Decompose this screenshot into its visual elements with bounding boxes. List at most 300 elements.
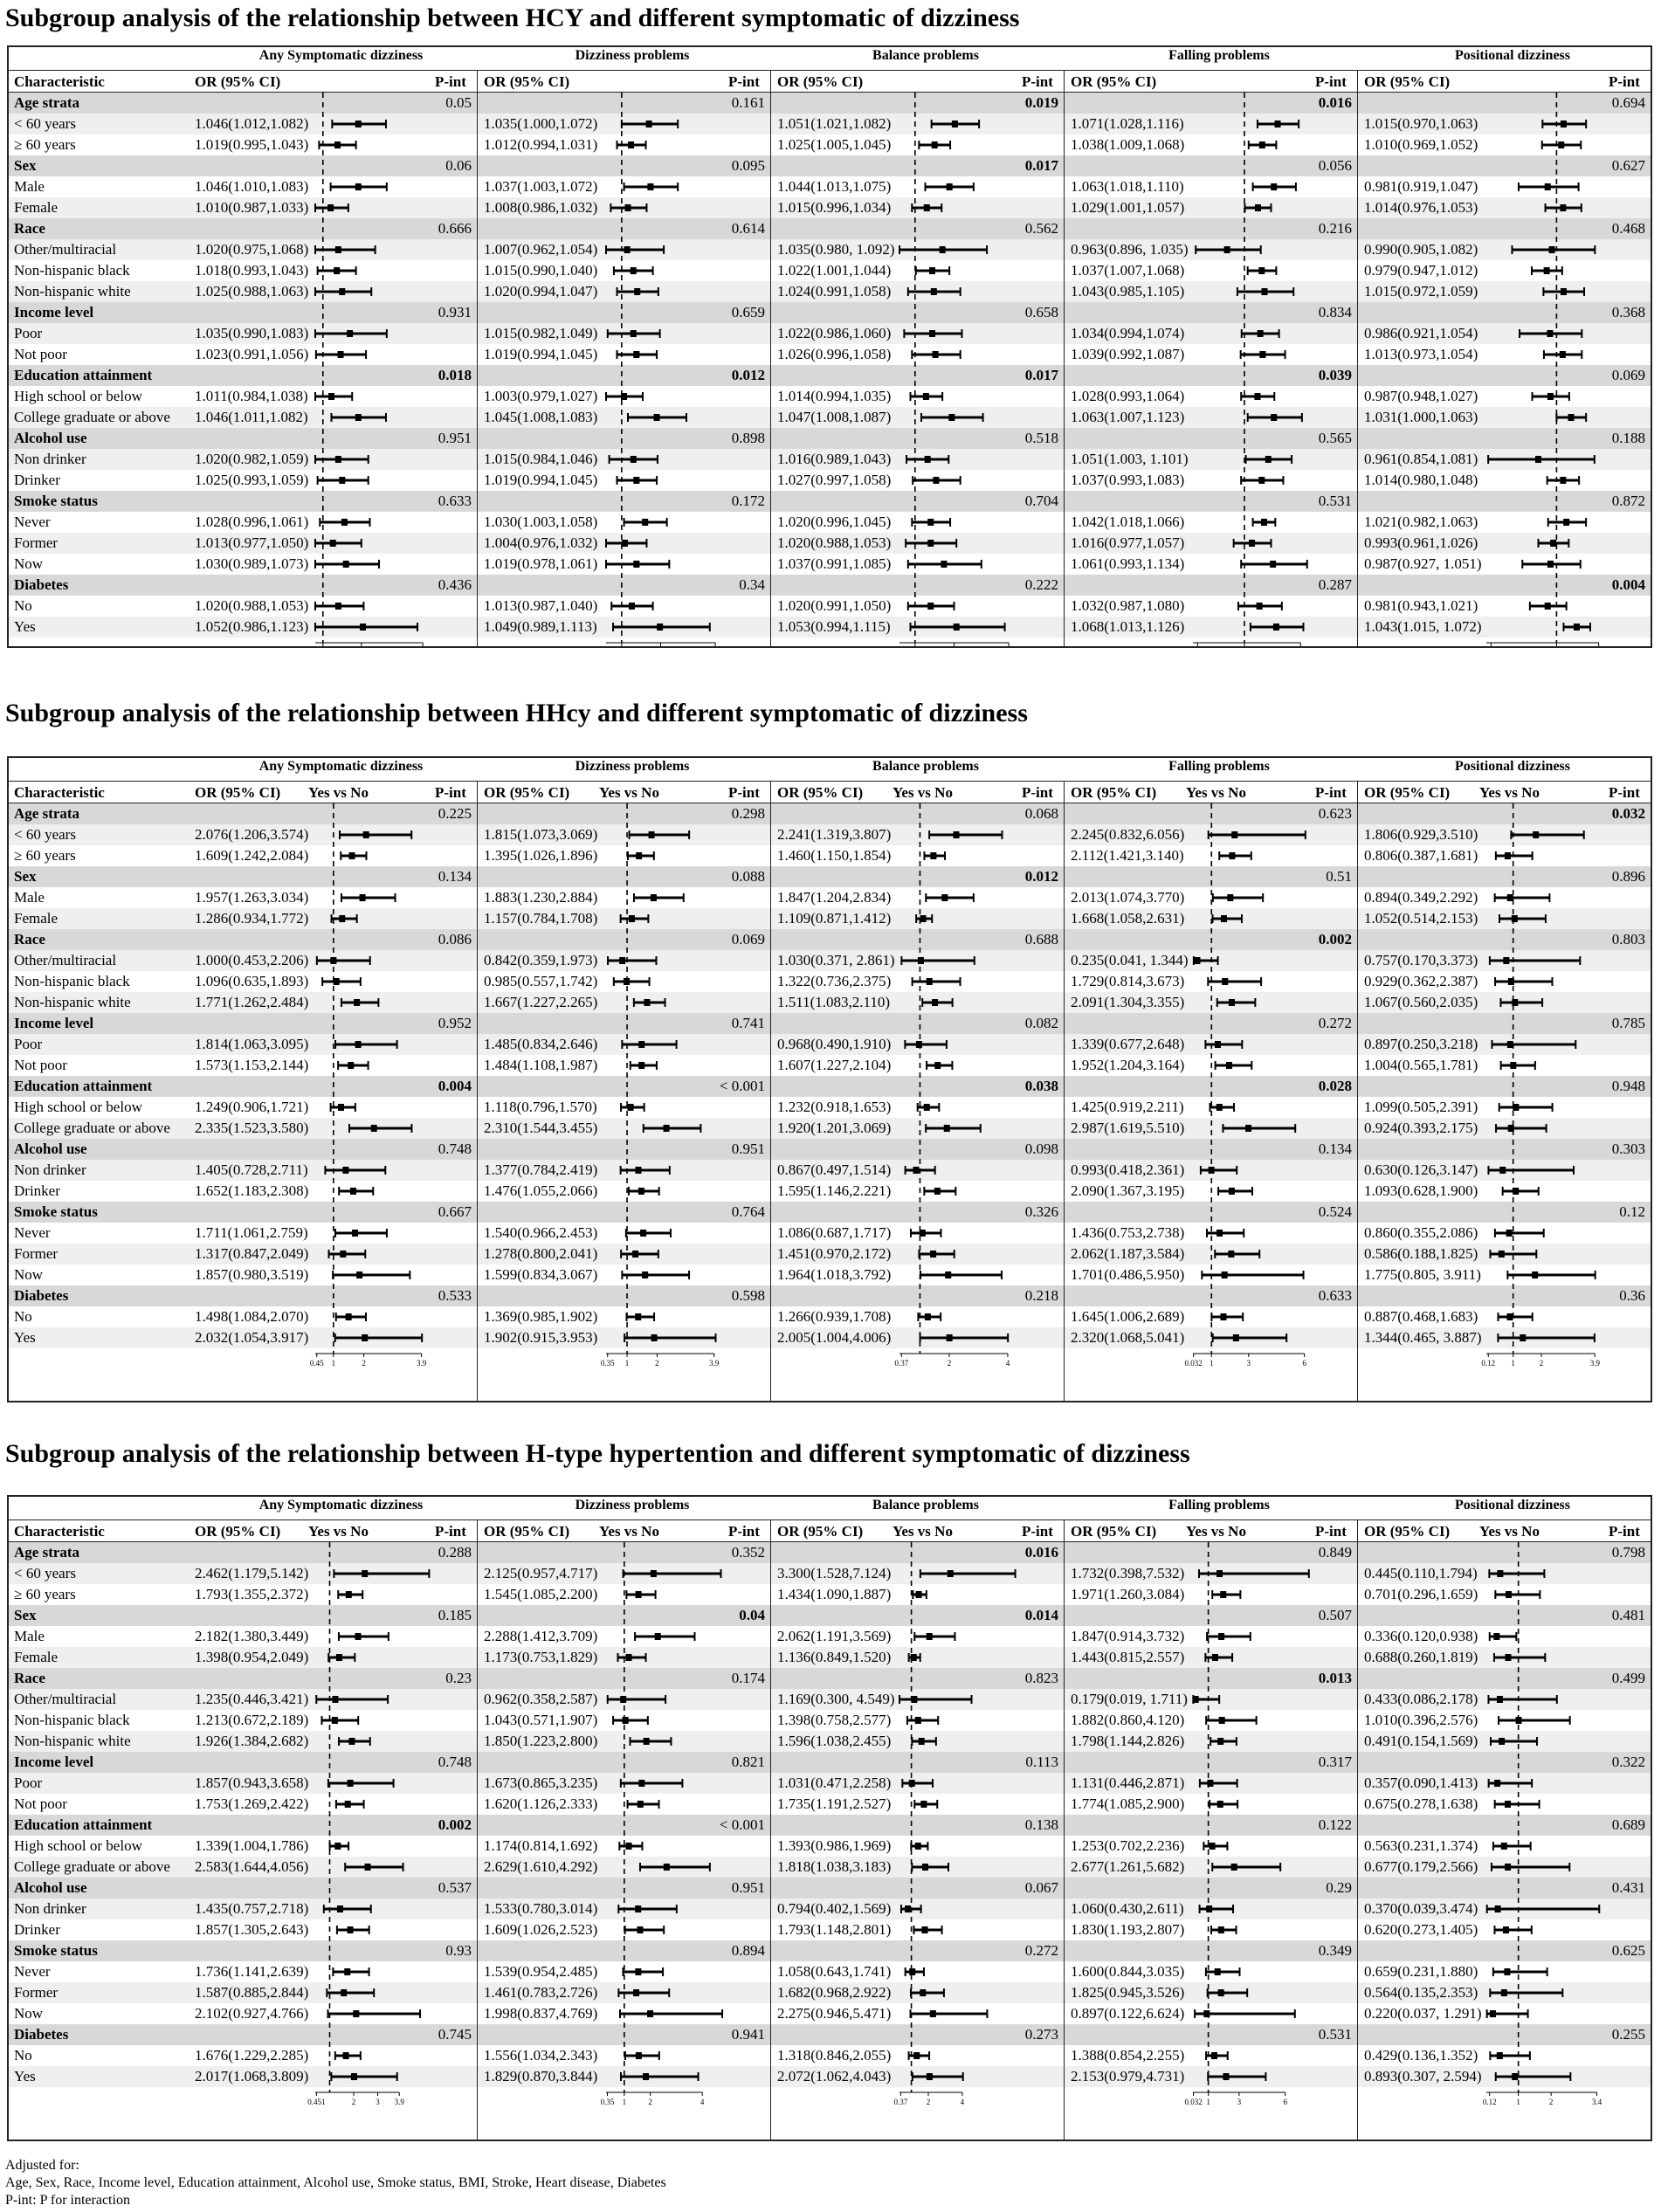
pint-value: 0.507 xyxy=(1318,1607,1352,1623)
pint-value: 0.004 xyxy=(438,1078,472,1094)
pint-value: 0.941 xyxy=(731,2026,765,2043)
subgroup-label: ≥ 60 years xyxy=(14,136,76,153)
pint-value: 0.623 xyxy=(1318,805,1352,822)
header-or-ci: OR (95% CI) xyxy=(1364,784,1451,801)
footnote-pint-note: P-int: P for interaction xyxy=(5,2193,130,2208)
or-ci-text: 1.020(0.991,1.050) xyxy=(777,597,892,614)
axis-tick-label: 3 xyxy=(1246,1359,1251,1368)
or-ci-text: 2.583(1.644,4.056) xyxy=(195,1858,309,1875)
subgroup-label: Female xyxy=(14,910,59,927)
subgroup-label: Former xyxy=(14,1245,59,1262)
subgroup-label: Not poor xyxy=(14,1795,67,1812)
pint-value: 0.018 xyxy=(438,367,472,383)
or-ci-text: 1.003(0.979,1.027) xyxy=(484,388,598,404)
or-ci-text: 1.015(0.996,1.034) xyxy=(777,199,892,216)
point-estimate xyxy=(1503,1926,1509,1933)
or-ci-text: 0.630(0.126,3.147) xyxy=(1364,1161,1478,1178)
or-ci-text: 1.711(1.061,2.759) xyxy=(195,1224,308,1241)
point-estimate xyxy=(1223,2073,1229,2080)
header-yes-vs-no: Yes vs No xyxy=(599,1523,659,1540)
point-estimate xyxy=(919,1738,925,1745)
pint-value: 0.951 xyxy=(438,430,472,446)
or-ci-text: 1.157(0.784,1.708) xyxy=(484,910,598,927)
point-estimate xyxy=(1558,141,1564,148)
point-estimate xyxy=(1560,477,1566,484)
point-estimate xyxy=(1207,1780,1213,1787)
point-estimate xyxy=(636,1591,642,1598)
point-estimate xyxy=(1549,246,1555,253)
pint-value: 0.898 xyxy=(731,430,765,446)
or-ci-text: 2.062(1.187,3.584) xyxy=(1071,1245,1185,1262)
subgroup-label: Non-hispanic white xyxy=(14,283,131,300)
or-ci-text: 0.701(0.296,1.659) xyxy=(1364,1586,1478,1602)
or-ci-text: 1.232(0.918,1.653) xyxy=(777,1099,892,1115)
point-estimate xyxy=(911,1696,917,1703)
point-estimate xyxy=(1193,1696,1199,1703)
point-estimate xyxy=(355,121,362,127)
point-estimate xyxy=(625,204,631,211)
subgroup-label: Yes xyxy=(14,2068,36,2085)
header-or-ci: OR (95% CI) xyxy=(777,1523,864,1540)
footnote-adjusted-label: Adjusted for: xyxy=(5,2158,79,2173)
or-ci-text: 1.395(1.026,1.896) xyxy=(484,847,598,864)
pint-value: 0.764 xyxy=(731,1203,765,1220)
or-ci-text: 1.436(0.753,2.738) xyxy=(1071,1224,1185,1241)
subgroup-category: Income level xyxy=(14,1015,94,1031)
or-ci-text: 1.042(1.018,1.066) xyxy=(1071,513,1185,530)
point-estimate xyxy=(341,519,348,526)
point-estimate xyxy=(623,1717,629,1724)
point-estimate xyxy=(934,1062,941,1069)
pint-value: 0.748 xyxy=(438,1754,472,1770)
subgroup-label: Never xyxy=(14,513,51,530)
or-ci-text: 2.062(1.191,3.569) xyxy=(777,1628,892,1644)
subgroup-label: ≥ 60 years xyxy=(14,1586,76,1602)
or-ci-text: 1.037(1.007,1.068) xyxy=(1071,262,1185,279)
or-ci-text: 1.068(1.013,1.126) xyxy=(1071,618,1185,635)
point-estimate xyxy=(1255,204,1261,211)
header-pint: P-int xyxy=(728,1523,760,1540)
point-estimate xyxy=(1506,1591,1512,1598)
pint-value: 0.082 xyxy=(1024,1015,1058,1031)
pint-value: 0.951 xyxy=(731,1140,765,1157)
or-ci-text: 0.794(0.402,1.569) xyxy=(777,1900,892,1917)
or-ci-text: 0.563(0.231,1.374) xyxy=(1364,1837,1478,1854)
point-estimate xyxy=(360,894,366,901)
or-ci-text: 2.275(0.946,5.471) xyxy=(777,2005,892,2022)
or-ci-text: 1.735(1.191,2.527) xyxy=(777,1795,892,1812)
point-estimate xyxy=(915,1843,921,1850)
point-estimate xyxy=(1227,894,1233,901)
or-ci-text: 1.652(1.183,2.308) xyxy=(195,1182,309,1199)
or-ci-text: 1.067(0.560,2.035) xyxy=(1364,994,1478,1010)
point-estimate xyxy=(655,1633,661,1640)
point-estimate xyxy=(360,624,366,631)
subgroup-label: < 60 years xyxy=(14,1565,76,1581)
subgroup-label: Non drinker xyxy=(14,1900,86,1917)
pint-value: 0.533 xyxy=(438,1287,472,1304)
forest-plot-svg xyxy=(9,1497,1651,2141)
point-estimate xyxy=(1258,477,1265,484)
subgroup-label: High school or below xyxy=(14,1837,142,1854)
point-estimate xyxy=(664,1864,670,1871)
subgroup-label: No xyxy=(14,597,32,614)
axis-tick-label: 0.032 xyxy=(1184,2098,1203,2106)
pint-value: 0.272 xyxy=(1318,1015,1352,1031)
or-ci-text: 2.153(0.979,4.731) xyxy=(1071,2068,1185,2085)
or-ci-text: 1.031(1.000,1.063) xyxy=(1364,409,1478,425)
point-estimate xyxy=(633,477,639,484)
point-estimate xyxy=(1490,2010,1496,2017)
or-ci-text: 1.051(1.003, 1.101) xyxy=(1071,451,1189,467)
or-ci-text: 1.676(1.229,2.285) xyxy=(195,2047,309,2064)
point-estimate xyxy=(948,414,955,421)
point-estimate xyxy=(1209,1167,1215,1174)
point-estimate xyxy=(1218,1926,1224,1933)
subgroup-label: Poor xyxy=(14,1036,43,1052)
or-ci-text: 2.091(1.304,3.355) xyxy=(1071,994,1185,1010)
subgroup-label: Non-hispanic black xyxy=(14,973,130,989)
header-or-ci: OR (95% CI) xyxy=(1071,1523,1157,1540)
point-estimate xyxy=(633,351,639,358)
point-estimate xyxy=(944,1125,950,1132)
point-estimate xyxy=(1505,1801,1511,1808)
point-estimate xyxy=(635,1313,641,1320)
or-ci-text: 2.335(1.523,3.580) xyxy=(195,1120,309,1136)
point-estimate xyxy=(1563,519,1569,526)
or-ci-text: 0.968(0.490,1.910) xyxy=(777,1036,892,1052)
or-ci-text: 1.806(0.929,3.510) xyxy=(1364,826,1478,843)
pint-value: 0.06 xyxy=(445,157,472,174)
subgroup-label: Yes xyxy=(14,1329,36,1346)
point-estimate xyxy=(330,540,336,547)
point-estimate xyxy=(354,999,360,1006)
subgroup-category: Race xyxy=(14,931,45,948)
point-estimate xyxy=(1206,1905,1212,1912)
point-estimate xyxy=(1513,1104,1519,1111)
point-estimate xyxy=(342,1167,348,1174)
point-estimate xyxy=(362,1570,368,1577)
header-characteristic: Characteristic xyxy=(14,1523,105,1540)
point-estimate xyxy=(628,141,634,148)
subgroup-label: < 60 years xyxy=(14,826,76,843)
subgroup-category: Race xyxy=(14,1670,45,1686)
or-ci-text: 1.434(1.090,1.887) xyxy=(777,1586,892,1602)
or-ci-text: 1.902(0.915,3.953) xyxy=(484,1329,598,1346)
or-ci-text: 1.484(1.108,1.987) xyxy=(484,1057,598,1073)
subgroup-category: Sex xyxy=(14,1607,37,1623)
pint-value: 0.038 xyxy=(1024,1078,1058,1094)
point-estimate xyxy=(1257,603,1263,610)
or-ci-text: 0.677(0.179,2.566) xyxy=(1364,1858,1478,1875)
point-estimate xyxy=(651,894,657,901)
point-estimate xyxy=(330,957,336,964)
or-ci-text: 2.017(1.068,3.809) xyxy=(195,2068,309,2085)
point-estimate xyxy=(1495,1905,1501,1912)
point-estimate xyxy=(1262,288,1268,295)
point-estimate xyxy=(1217,1738,1223,1745)
axis-tick-label: 4 xyxy=(1005,1359,1010,1368)
pint-value: 0.36 xyxy=(1619,1287,1645,1304)
point-estimate xyxy=(1561,288,1567,295)
subgroup-category: Sex xyxy=(14,868,37,885)
or-ci-text: 0.235(0.041, 1.344) xyxy=(1071,952,1189,968)
pint-value: 0.322 xyxy=(1611,1754,1645,1770)
point-estimate xyxy=(629,915,635,922)
or-ci-text: 1.736(1.141,2.639) xyxy=(195,1963,309,1980)
point-estimate xyxy=(1258,267,1265,274)
point-estimate xyxy=(635,1905,641,1912)
point-estimate xyxy=(1560,204,1566,211)
point-estimate xyxy=(934,1188,941,1195)
point-estimate xyxy=(654,414,660,421)
point-estimate xyxy=(365,1864,371,1871)
header-pint: P-int xyxy=(435,73,466,90)
or-ci-text: 1.018(0.993,1.043) xyxy=(195,262,309,279)
figure-title: Subgroup analysis of the relationship between HHcy and different symptomatic of dizziness xyxy=(5,699,1028,727)
header-yes-vs-no: Yes vs No xyxy=(893,1523,953,1540)
or-ci-text: 1.099(0.505,2.391) xyxy=(1364,1099,1478,1115)
or-ci-text: 1.814(1.063,3.095) xyxy=(195,1036,309,1052)
outcome-title: Balance problems xyxy=(872,48,979,63)
point-estimate xyxy=(905,1905,911,1912)
point-estimate xyxy=(1505,1864,1511,1871)
forest-table xyxy=(7,1495,1652,2141)
or-ci-text: 0.993(0.418,2.361) xyxy=(1071,1161,1185,1178)
forest-plot-svg xyxy=(9,758,1651,1402)
pint-value: 0.134 xyxy=(1318,1140,1352,1157)
pint-value: 0.931 xyxy=(438,304,472,320)
point-estimate xyxy=(1249,540,1255,547)
or-ci-text: 1.498(1.084,2.070) xyxy=(195,1308,309,1325)
pint-value: 0.666 xyxy=(438,220,472,237)
subgroup-label: Now xyxy=(14,2005,44,2022)
or-ci-text: 1.023(0.991,1.056) xyxy=(195,346,309,362)
pint-value: 0.627 xyxy=(1611,157,1645,174)
point-estimate xyxy=(348,1926,354,1933)
point-estimate xyxy=(1216,1570,1223,1577)
point-estimate xyxy=(1535,456,1541,463)
point-estimate xyxy=(1545,183,1551,190)
pint-value: 0.068 xyxy=(1024,805,1058,822)
header-or-ci: OR (95% CI) xyxy=(195,73,281,90)
or-ci-text: 0.962(0.358,2.587) xyxy=(484,1691,598,1707)
axis-tick-label: 1 xyxy=(1210,1359,1214,1368)
subgroup-label: No xyxy=(14,1308,32,1325)
or-ci-text: 1.004(0.976,1.032) xyxy=(484,534,598,551)
point-estimate xyxy=(631,330,637,337)
or-ci-text: 1.883(1.230,2.884) xyxy=(484,889,598,906)
header-yes-vs-no: Yes vs No xyxy=(893,784,953,801)
pint-value: 0.095 xyxy=(731,157,765,174)
point-estimate xyxy=(1203,2010,1210,2017)
subgroup-category: Sex xyxy=(14,157,37,174)
or-ci-text: 1.034(0.994,1.074) xyxy=(1071,325,1185,341)
or-ci-text: 1.013(0.973,1.054) xyxy=(1364,346,1478,362)
pint-value: 0.518 xyxy=(1024,430,1058,446)
or-ci-text: 1.063(1.007,1.123) xyxy=(1071,409,1185,425)
or-ci-text: 1.011(0.984,1.038) xyxy=(195,388,308,404)
point-estimate xyxy=(1224,246,1230,253)
or-ci-text: 0.986(0.921,1.054) xyxy=(1364,325,1478,341)
or-ci-text: 1.857(0.980,3.519) xyxy=(195,1266,309,1283)
point-estimate xyxy=(631,456,637,463)
pint-value: 0.174 xyxy=(731,1670,765,1686)
or-ci-text: 1.016(0.977,1.057) xyxy=(1071,534,1185,551)
subgroup-category: Diabetes xyxy=(14,2026,69,2043)
or-ci-text: 1.136(0.849,1.520) xyxy=(777,1649,892,1665)
or-ci-text: 2.112(1.421,3.140) xyxy=(1071,847,1184,864)
or-ci-text: 1.010(0.987,1.033) xyxy=(195,199,309,216)
point-estimate xyxy=(921,1926,927,1933)
point-estimate xyxy=(947,183,953,190)
point-estimate xyxy=(1217,1801,1223,1808)
point-estimate xyxy=(929,267,935,274)
or-ci-text: 1.818(1.038,3.183) xyxy=(777,1858,892,1875)
or-ci-text: 0.675(0.278,1.638) xyxy=(1364,1795,1478,1812)
or-ci-text: 1.015(0.984,1.046) xyxy=(484,451,598,467)
or-ci-text: 1.174(0.814,1.692) xyxy=(484,1837,598,1854)
pint-value: 0.086 xyxy=(438,931,472,948)
point-estimate xyxy=(920,915,927,922)
point-estimate xyxy=(633,561,639,568)
or-ci-text: 1.043(1.015, 1.072) xyxy=(1364,618,1482,635)
pint-value: 0.741 xyxy=(731,1015,765,1031)
or-ci-text: 1.026(0.996,1.058) xyxy=(777,346,892,362)
or-ci-text: 1.682(0.968,2.922) xyxy=(777,1984,892,2001)
or-ci-text: 1.020(0.988,1.053) xyxy=(195,597,309,614)
or-ci-text: 1.600(0.844,3.035) xyxy=(1071,1963,1185,1980)
point-estimate xyxy=(636,2052,642,2059)
pint-value: 0.002 xyxy=(438,1816,472,1833)
point-estimate xyxy=(371,1125,377,1132)
or-ci-text: 0.445(0.110,1.794) xyxy=(1364,1565,1478,1581)
pint-value: 0.894 xyxy=(731,1942,765,1959)
or-ci-text: 0.357(0.090,1.413) xyxy=(1364,1774,1478,1791)
point-estimate xyxy=(1547,561,1554,568)
point-estimate xyxy=(941,561,947,568)
footnote xyxy=(5,2157,666,2209)
or-ci-text: 1.096(0.635,1.893) xyxy=(195,973,309,989)
or-ci-text: 1.253(0.702,2.236) xyxy=(1071,1837,1185,1854)
pint-value: 0.216 xyxy=(1318,220,1352,237)
or-ci-text: 2.032(1.054,3.917) xyxy=(195,1329,309,1346)
or-ci-text: 1.830(1.193,2.807) xyxy=(1071,1921,1185,1938)
axis-tick-label: 0.451 xyxy=(307,2098,326,2106)
point-estimate xyxy=(1512,915,1518,922)
or-ci-text: 1.046(1.011,1.082) xyxy=(195,409,308,425)
or-ci-text: 1.857(0.943,3.658) xyxy=(195,1774,309,1791)
point-estimate xyxy=(920,1801,927,1808)
point-estimate xyxy=(932,141,938,148)
point-estimate xyxy=(1497,1696,1503,1703)
point-estimate xyxy=(620,1696,626,1703)
pint-value: 0.273 xyxy=(1024,2026,1058,2043)
point-estimate xyxy=(930,1251,936,1258)
point-estimate xyxy=(1226,1062,1232,1069)
or-ci-text: 1.060(0.430,2.611) xyxy=(1071,1900,1184,1917)
point-estimate xyxy=(1512,999,1518,1006)
point-estimate xyxy=(635,1968,641,1975)
or-ci-text: 1.024(0.991,1.058) xyxy=(777,283,892,300)
header-pint: P-int xyxy=(1609,73,1640,90)
point-estimate xyxy=(334,267,340,274)
point-estimate xyxy=(1194,957,1200,964)
pint-value: 0.659 xyxy=(731,304,765,320)
or-ci-text: 0.987(0.927, 1.051) xyxy=(1364,555,1482,572)
axis-tick-label: 6 xyxy=(1302,1359,1306,1368)
point-estimate xyxy=(328,393,334,400)
pint-value: 0.633 xyxy=(438,493,472,509)
outcome-title: Positional dizziness xyxy=(1454,759,1570,774)
axis-tick-label: 0.35 xyxy=(600,1359,615,1368)
or-ci-text: 1.058(0.643,1.741) xyxy=(777,1963,892,1980)
point-estimate xyxy=(633,1989,639,1996)
subgroup-label: College graduate or above xyxy=(14,1858,170,1875)
or-ci-text: 1.957(1.263,3.034) xyxy=(195,889,309,906)
point-estimate xyxy=(619,957,625,964)
or-ci-text: 1.030(1.003,1.058) xyxy=(484,513,598,530)
or-ci-text: 1.793(1.355,2.372) xyxy=(195,1586,309,1602)
point-estimate xyxy=(355,414,362,421)
point-estimate xyxy=(916,1591,922,1598)
or-ci-text: 1.451(0.970,2.172) xyxy=(777,1245,892,1262)
or-ci-text: 1.673(0.865,3.235) xyxy=(484,1774,598,1791)
or-ci-text: 0.893(0.307, 2.594) xyxy=(1364,2068,1482,2085)
point-estimate xyxy=(1220,1313,1226,1320)
point-estimate xyxy=(1222,978,1228,985)
point-estimate xyxy=(1561,121,1567,127)
axis-tick-label: 2 xyxy=(655,1359,659,1368)
point-estimate xyxy=(927,603,934,610)
point-estimate xyxy=(1494,1780,1500,1787)
point-estimate xyxy=(1533,831,1539,838)
outcome-title: Any Symptomatic dizziness xyxy=(258,1498,424,1513)
or-ci-text: 2.013(1.074,3.770) xyxy=(1071,889,1185,906)
axis-tick-label: 2 xyxy=(648,2098,652,2106)
pint-value: 0.688 xyxy=(1024,931,1058,948)
header-pint: P-int xyxy=(1315,784,1347,801)
point-estimate xyxy=(1215,1041,1221,1048)
or-ci-text: 2.987(1.619,5.510) xyxy=(1071,1120,1185,1136)
pint-value: 0.565 xyxy=(1318,430,1352,446)
point-estimate xyxy=(1275,121,1281,127)
pint-value: 0.326 xyxy=(1024,1203,1058,1220)
or-ci-text: 1.173(0.753,1.829) xyxy=(484,1649,598,1665)
point-estimate xyxy=(909,1780,915,1787)
or-ci-text: 1.020(0.996,1.045) xyxy=(777,513,892,530)
point-estimate xyxy=(352,1230,358,1237)
pint-value: 0.004 xyxy=(1611,576,1645,593)
subgroup-label: Non-hispanic black xyxy=(14,1712,130,1728)
point-estimate xyxy=(344,1968,350,1975)
point-estimate xyxy=(638,1801,644,1808)
point-estimate xyxy=(1221,915,1227,922)
point-estimate xyxy=(915,1717,921,1724)
point-estimate xyxy=(644,999,650,1006)
subgroup-category: Diabetes xyxy=(14,1287,69,1304)
pint-value: 0.93 xyxy=(445,1942,472,1959)
pint-value: 0.056 xyxy=(1318,157,1352,174)
subgroup-label: Non-hispanic white xyxy=(14,994,131,1010)
or-ci-text: 1.013(0.987,1.040) xyxy=(484,597,598,614)
subgroup-category: Age strata xyxy=(14,1544,80,1561)
pint-value: 0.468 xyxy=(1611,220,1645,237)
or-ci-text: 1.398(0.954,2.049) xyxy=(195,1649,309,1665)
point-estimate xyxy=(927,519,934,526)
or-ci-text: 1.010(0.396,2.576) xyxy=(1364,1712,1478,1728)
point-estimate xyxy=(1508,978,1514,985)
